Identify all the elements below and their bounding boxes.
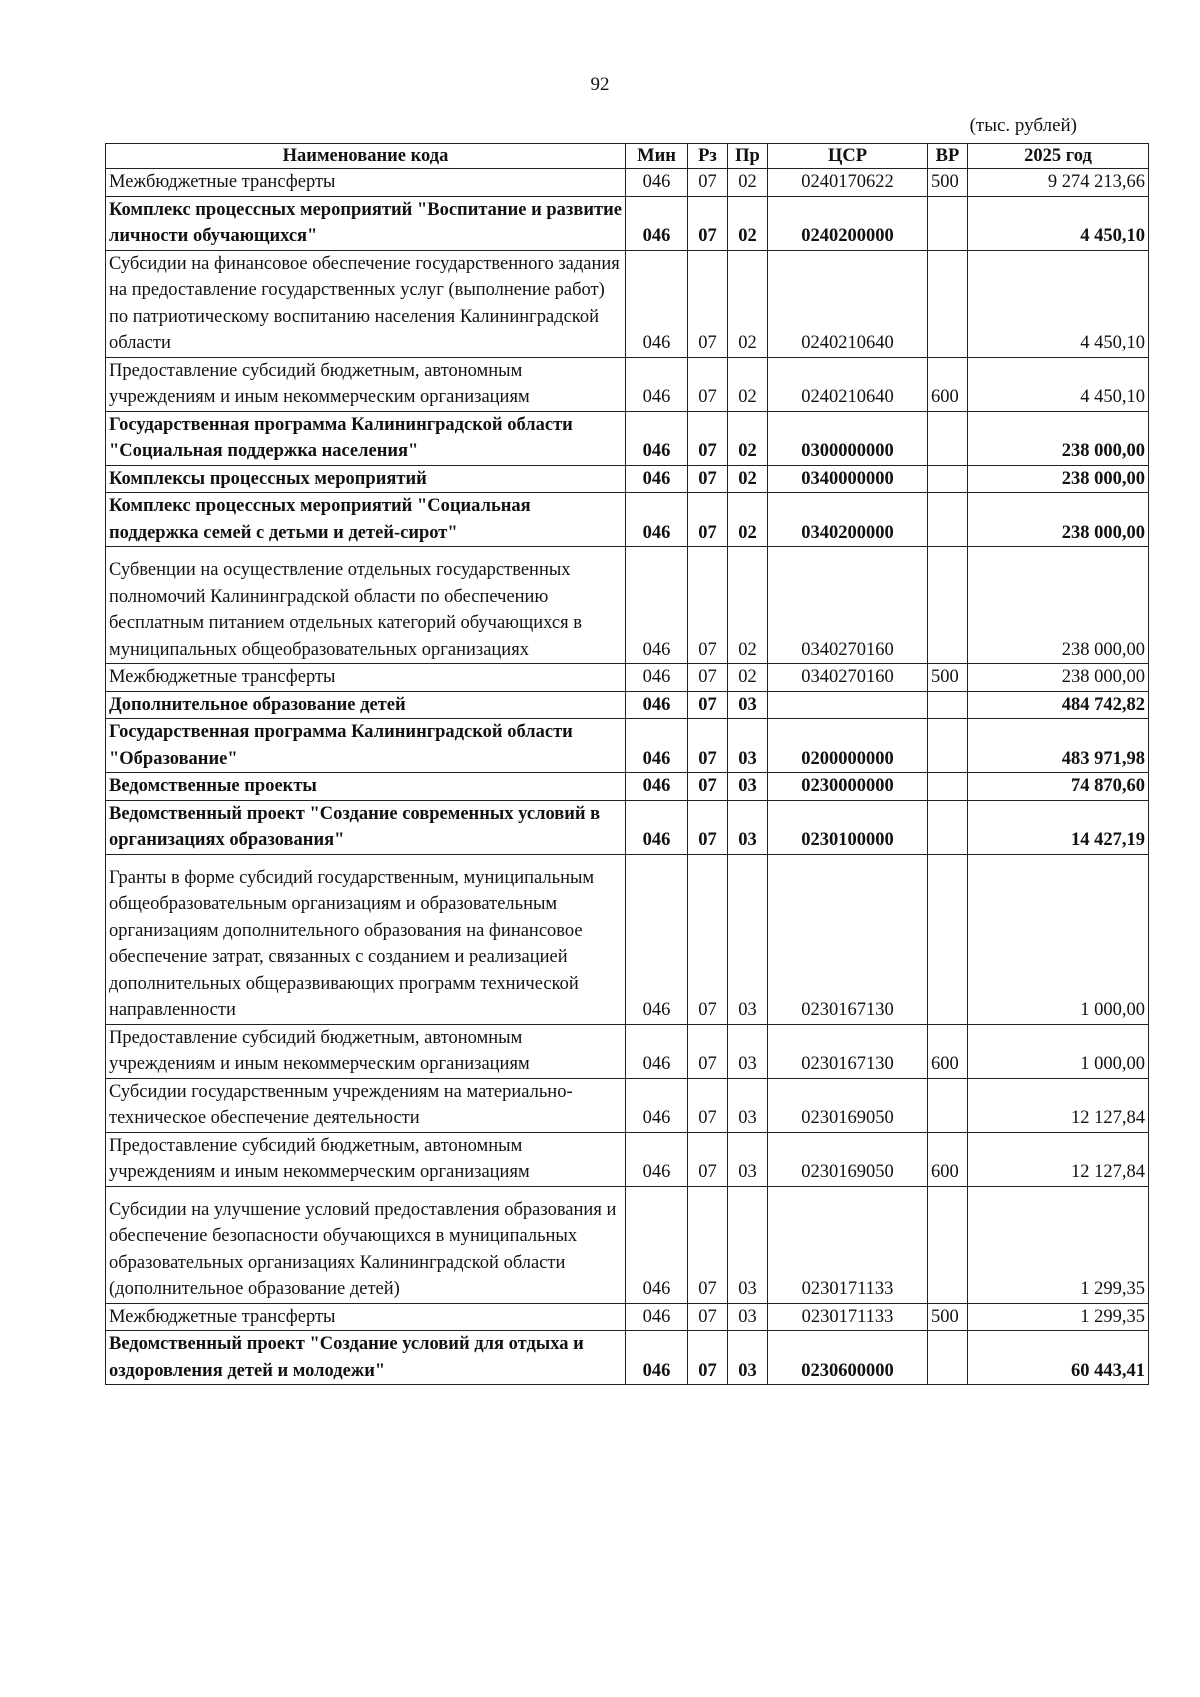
cell-vr: 500 xyxy=(928,169,968,197)
table-row xyxy=(106,250,1149,357)
table-row xyxy=(106,773,1149,801)
cell-min: 046 xyxy=(626,547,688,664)
cell-vr xyxy=(928,547,968,664)
cell-sum: 4 450,10 xyxy=(968,196,1149,250)
cell-min: 046 xyxy=(626,493,688,547)
cell-name: Государственная программа Калининградской области "Образование" xyxy=(106,719,626,773)
cell-csr: 0230600000 xyxy=(768,1331,928,1385)
cell-name: Межбюджетные трансферты xyxy=(106,1303,626,1331)
cell-rz: 07 xyxy=(688,1132,728,1186)
cell-rz: 07 xyxy=(688,773,728,801)
cell-vr xyxy=(928,1331,968,1385)
cell-min: 046 xyxy=(626,800,688,854)
header-min: Мин xyxy=(626,144,688,169)
cell-name: Субсидии на финансовое обеспечение государственного задания на предоставление государственных услуг (выполнение работ) по патриотическому воспитанию населения Калининградской области xyxy=(106,250,626,357)
cell-vr xyxy=(928,691,968,719)
cell-min: 046 xyxy=(626,719,688,773)
cell-pr: 03 xyxy=(728,854,768,1024)
table-row xyxy=(106,547,1149,664)
cell-csr: 0230169050 xyxy=(768,1078,928,1132)
cell-sum: 4 450,10 xyxy=(968,250,1149,357)
cell-min: 046 xyxy=(626,1331,688,1385)
cell-sum: 1 299,35 xyxy=(968,1186,1149,1303)
cell-sum: 1 000,00 xyxy=(968,854,1149,1024)
cell-sum: 4 450,10 xyxy=(968,357,1149,411)
cell-rz: 07 xyxy=(688,1331,728,1385)
cell-name: Субсидии на улучшение условий предоставления образования и обеспечение безопасности обучающихся в муниципальных образовательных организациях Калининградской области (дополнительное образование детей) xyxy=(106,1186,626,1303)
cell-pr: 03 xyxy=(728,719,768,773)
cell-pr: 02 xyxy=(728,465,768,493)
cell-rz: 07 xyxy=(688,1024,728,1078)
cell-min: 046 xyxy=(626,1024,688,1078)
cell-min: 046 xyxy=(626,250,688,357)
units-label: (тыс. рублей) xyxy=(969,115,1077,136)
table-row xyxy=(106,1303,1149,1331)
header-vr: ВР xyxy=(928,144,968,169)
cell-sum: 14 427,19 xyxy=(968,800,1149,854)
cell-csr: 0230000000 xyxy=(768,773,928,801)
cell-pr: 03 xyxy=(728,1132,768,1186)
cell-csr: 0340200000 xyxy=(768,493,928,547)
table-row xyxy=(106,1186,1149,1303)
cell-min: 046 xyxy=(626,773,688,801)
cell-vr xyxy=(928,800,968,854)
cell-name: Предоставление субсидий бюджетным, автономным учреждениям и иным некоммерческим организациям xyxy=(106,1024,626,1078)
table-row xyxy=(106,691,1149,719)
cell-pr: 03 xyxy=(728,1303,768,1331)
cell-name: Субвенции на осуществление отдельных государственных полномочий Калининградской области по обеспечению бесплатным питанием отдельных категорий обучающихся в муниципальных общеобразовательных организациях xyxy=(106,547,626,664)
cell-vr xyxy=(928,411,968,465)
table-row xyxy=(106,854,1149,1024)
table-row xyxy=(106,169,1149,197)
cell-csr: 0230169050 xyxy=(768,1132,928,1186)
cell-min: 046 xyxy=(626,465,688,493)
cell-pr: 02 xyxy=(728,169,768,197)
table-row xyxy=(106,465,1149,493)
cell-sum: 12 127,84 xyxy=(968,1132,1149,1186)
cell-sum: 12 127,84 xyxy=(968,1078,1149,1132)
table-row xyxy=(106,1078,1149,1132)
cell-min: 046 xyxy=(626,1078,688,1132)
cell-sum: 483 971,98 xyxy=(968,719,1149,773)
cell-name: Дополнительное образование детей xyxy=(106,691,626,719)
cell-vr xyxy=(928,250,968,357)
table-body xyxy=(106,169,1149,1385)
cell-name: Ведомственный проект "Создание современных условий в организациях образования" xyxy=(106,800,626,854)
cell-min: 046 xyxy=(626,357,688,411)
cell-name: Предоставление субсидий бюджетным, автономным учреждениям и иным некоммерческим организациям xyxy=(106,357,626,411)
cell-rz: 07 xyxy=(688,250,728,357)
cell-sum: 238 000,00 xyxy=(968,411,1149,465)
cell-vr: 500 xyxy=(928,664,968,692)
cell-vr xyxy=(928,854,968,1024)
cell-csr: 0230167130 xyxy=(768,1024,928,1078)
cell-min: 046 xyxy=(626,691,688,719)
cell-min: 046 xyxy=(626,664,688,692)
cell-pr: 02 xyxy=(728,357,768,411)
cell-vr: 600 xyxy=(928,357,968,411)
cell-pr: 02 xyxy=(728,493,768,547)
cell-rz: 07 xyxy=(688,854,728,1024)
cell-csr xyxy=(768,691,928,719)
cell-pr: 02 xyxy=(728,196,768,250)
cell-pr: 02 xyxy=(728,250,768,357)
cell-pr: 03 xyxy=(728,1024,768,1078)
cell-rz: 07 xyxy=(688,547,728,664)
cell-vr xyxy=(928,773,968,801)
table-row xyxy=(106,196,1149,250)
cell-rz: 07 xyxy=(688,1078,728,1132)
cell-csr: 0240170622 xyxy=(768,169,928,197)
table-row xyxy=(106,1132,1149,1186)
cell-sum: 238 000,00 xyxy=(968,493,1149,547)
cell-min: 046 xyxy=(626,1303,688,1331)
table-row xyxy=(106,800,1149,854)
cell-min: 046 xyxy=(626,169,688,197)
cell-csr: 0240200000 xyxy=(768,196,928,250)
cell-min: 046 xyxy=(626,196,688,250)
header-name: Наименование кода xyxy=(106,144,626,169)
table-row xyxy=(106,664,1149,692)
cell-rz: 07 xyxy=(688,465,728,493)
cell-vr xyxy=(928,719,968,773)
cell-name: Гранты в форме субсидий государственным, муниципальным общеобразовательным организациям и образовательным организациям дополнительного образования на финансовое обеспечение затрат, связанных с созданием и реализацией дополнительных общеразвивающих программ технической направленности xyxy=(106,854,626,1024)
cell-rz: 07 xyxy=(688,357,728,411)
cell-rz: 07 xyxy=(688,691,728,719)
cell-name: Комплекс процессных мероприятий "Воспитание и развитие личности обучающихся" xyxy=(106,196,626,250)
cell-name: Субсидии государственным учреждениям на материально-техническое обеспечение деятельности xyxy=(106,1078,626,1132)
cell-min: 046 xyxy=(626,1132,688,1186)
cell-rz: 07 xyxy=(688,800,728,854)
cell-name: Государственная программа Калининградской области "Социальная поддержка населения" xyxy=(106,411,626,465)
cell-vr xyxy=(928,1186,968,1303)
cell-vr xyxy=(928,1078,968,1132)
cell-name: Ведомственный проект "Создание условий для отдыха и оздоровления детей и молодежи" xyxy=(106,1331,626,1385)
cell-rz: 07 xyxy=(688,169,728,197)
cell-rz: 07 xyxy=(688,196,728,250)
table-row xyxy=(106,719,1149,773)
table-row xyxy=(106,1331,1149,1385)
cell-pr: 03 xyxy=(728,1331,768,1385)
table-header-row xyxy=(106,144,1149,169)
header-pr: Пр xyxy=(728,144,768,169)
cell-pr: 03 xyxy=(728,800,768,854)
cell-sum: 484 742,82 xyxy=(968,691,1149,719)
cell-vr xyxy=(928,465,968,493)
cell-sum: 60 443,41 xyxy=(968,1331,1149,1385)
cell-csr: 0340270160 xyxy=(768,664,928,692)
cell-vr xyxy=(928,493,968,547)
cell-vr: 600 xyxy=(928,1132,968,1186)
cell-sum: 74 870,60 xyxy=(968,773,1149,801)
cell-rz: 07 xyxy=(688,493,728,547)
cell-csr: 0240210640 xyxy=(768,357,928,411)
cell-vr: 500 xyxy=(928,1303,968,1331)
cell-name: Комплексы процессных мероприятий xyxy=(106,465,626,493)
cell-rz: 07 xyxy=(688,411,728,465)
cell-pr: 02 xyxy=(728,547,768,664)
cell-name: Предоставление субсидий бюджетным, автономным учреждениям и иным некоммерческим организациям xyxy=(106,1132,626,1186)
cell-sum: 1 000,00 xyxy=(968,1024,1149,1078)
budget-table xyxy=(105,143,1149,1385)
cell-pr: 03 xyxy=(728,1186,768,1303)
cell-csr: 0230171133 xyxy=(768,1186,928,1303)
cell-csr: 0230167130 xyxy=(768,854,928,1024)
cell-sum: 238 000,00 xyxy=(968,465,1149,493)
cell-pr: 02 xyxy=(728,411,768,465)
header-sum: 2025 год xyxy=(968,144,1149,169)
cell-csr: 0230100000 xyxy=(768,800,928,854)
cell-csr: 0240210640 xyxy=(768,250,928,357)
cell-pr: 02 xyxy=(728,664,768,692)
header-rz: Рз xyxy=(688,144,728,169)
cell-pr: 03 xyxy=(728,691,768,719)
cell-rz: 07 xyxy=(688,1303,728,1331)
cell-vr xyxy=(928,196,968,250)
cell-csr: 0200000000 xyxy=(768,719,928,773)
cell-vr: 600 xyxy=(928,1024,968,1078)
cell-name: Межбюджетные трансферты xyxy=(106,664,626,692)
cell-sum: 238 000,00 xyxy=(968,547,1149,664)
cell-csr: 0340000000 xyxy=(768,465,928,493)
cell-pr: 03 xyxy=(728,773,768,801)
table-row xyxy=(106,357,1149,411)
cell-rz: 07 xyxy=(688,719,728,773)
cell-rz: 07 xyxy=(688,1186,728,1303)
header-csr: ЦСР xyxy=(768,144,928,169)
cell-sum: 9 274 213,66 xyxy=(968,169,1149,197)
cell-sum: 238 000,00 xyxy=(968,664,1149,692)
cell-pr: 03 xyxy=(728,1078,768,1132)
cell-csr: 0300000000 xyxy=(768,411,928,465)
table-row xyxy=(106,411,1149,465)
cell-name: Межбюджетные трансферты xyxy=(106,169,626,197)
cell-name: Комплекс процессных мероприятий "Социальная поддержка семей с детьми и детей-сирот" xyxy=(106,493,626,547)
table-row xyxy=(106,493,1149,547)
cell-min: 046 xyxy=(626,1186,688,1303)
cell-min: 046 xyxy=(626,411,688,465)
page-number: 92 xyxy=(590,74,610,95)
cell-csr: 0230171133 xyxy=(768,1303,928,1331)
cell-csr: 0340270160 xyxy=(768,547,928,664)
table-row xyxy=(106,1024,1149,1078)
cell-min: 046 xyxy=(626,854,688,1024)
cell-rz: 07 xyxy=(688,664,728,692)
cell-name: Ведомственные проекты xyxy=(106,773,626,801)
cell-sum: 1 299,35 xyxy=(968,1303,1149,1331)
